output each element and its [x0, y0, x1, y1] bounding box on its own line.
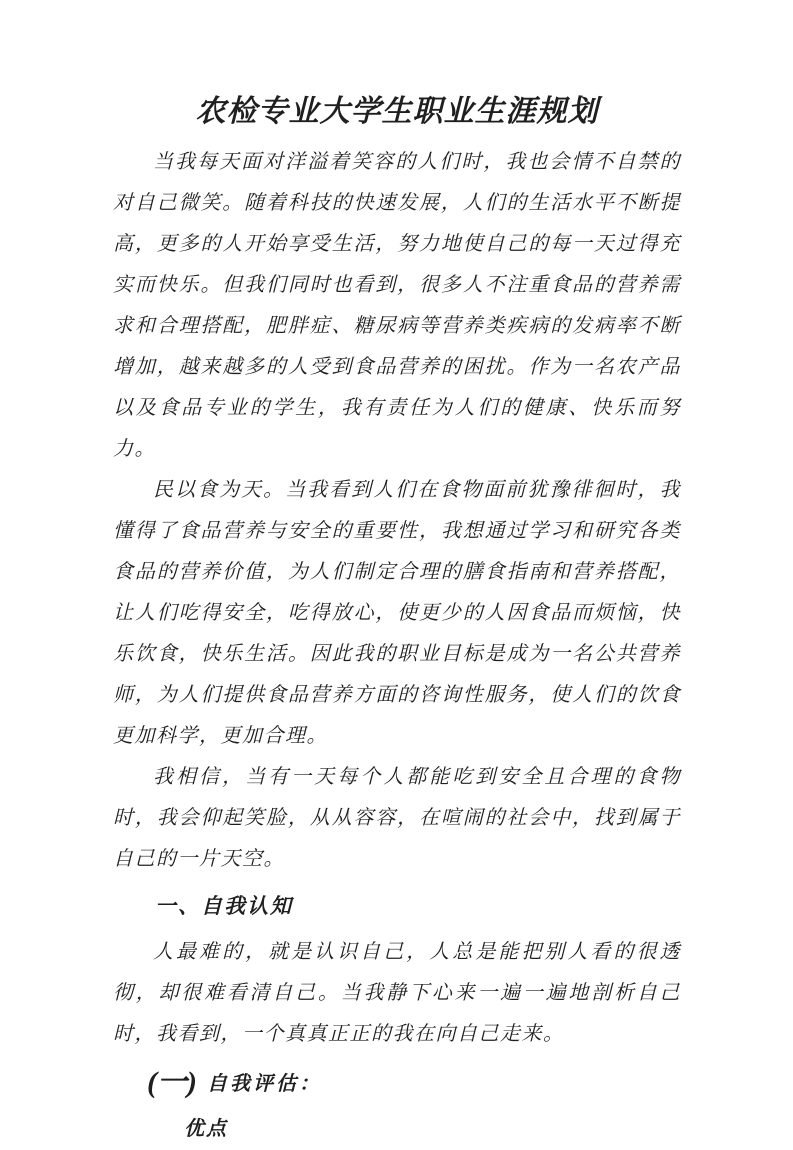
- section-paragraph-self-cognition: 人最难的，就是认识自己，人总是能把别人看的很透彻，却很难看清自己。当我静下心来一遍一遍地剖析自己时，我看到，一个真真正正的我在向自己走来。: [113, 941, 681, 1045]
- subsubsection-heading-strengths: 优点: [184, 1118, 228, 1140]
- subsection-label: 自我评估：: [206, 1073, 322, 1095]
- intro-paragraph-1: 当我每天面对洋溢着笑容的人们时，我也会情不自禁的对自己微笑。随着科技的快速发展，人们的生活水平不断提高，更多的人开始享受生活，努力地使自己的每一天过得充实而快乐。但我们同时也看到，很多人不注重食品的营养需求和合理搭配，肥胖症、糖尿病等营养类疾病的发病率不断增加，越来越多的人受到食品营养的困扰。作为一名农产品以及食品专业的学生，我有责任为人们的健康、快乐而努力。: [113, 151, 681, 460]
- intro-paragraph-3: 我相信，当有一天每个人都能吃到安全且合理的食物时，我会仰起笑脸，从从容容，在喧闹的社会中，找到属于自己的一片天空。: [113, 766, 681, 870]
- intro-paragraph-2: 民以食为天。当我看到人们在食物面前犹豫徘徊时，我懂得了食品营养与安全的重要性，我想通过学习和研究各类食品的营养价值，为人们制定合理的膳食指南和营养搭配，让人们吃得安全，吃得放心，使更少的人因食品而烦恼，快乐饮食，快乐生活。因此我的职业目标是成为一名公共营养师，为人们提供食品营养方面的咨询性服务，使人们的饮食更加科学，更加合理。: [113, 479, 681, 747]
- section-heading-self-cognition: 一、自我认知: [155, 894, 293, 918]
- subsection-heading-self-assessment: [113, 1060, 681, 1109]
- document-title: 农检专业大学生职业生涯规划: [195, 95, 599, 128]
- subsection-number-marker: (一): [147, 1066, 197, 1099]
